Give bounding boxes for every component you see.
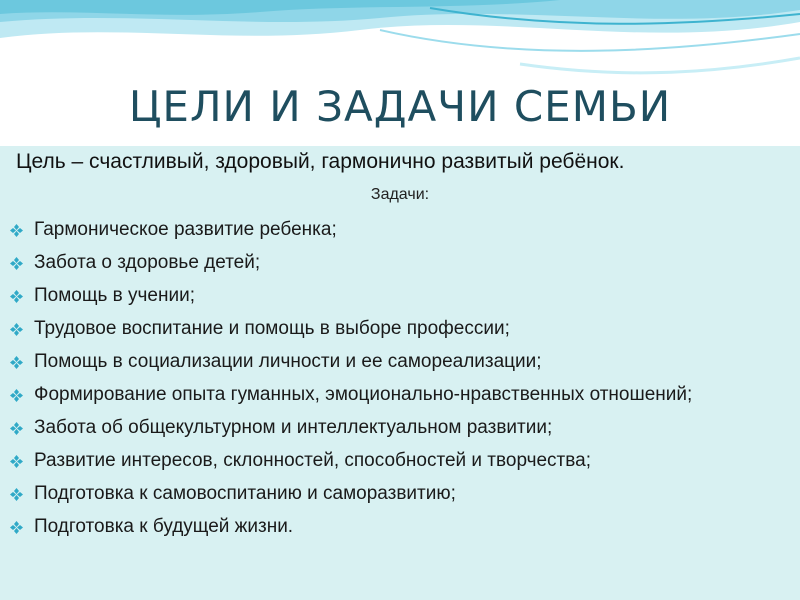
diamond-bullet-icon bbox=[10, 290, 23, 303]
task-list bbox=[6, 218, 792, 548]
diamond-bullet-icon bbox=[10, 521, 23, 534]
task-item bbox=[6, 515, 792, 538]
task-item bbox=[6, 251, 792, 274]
task-text: Трудовое воспитание и помощь в выборе профессии; bbox=[34, 318, 510, 339]
diamond-bullet-icon bbox=[10, 389, 23, 402]
task-item bbox=[6, 350, 792, 373]
task-text: Подготовка к самовоспитанию и саморазвитию; bbox=[34, 483, 456, 504]
task-item bbox=[6, 218, 792, 241]
task-text: Подготовка к будущей жизни. bbox=[34, 516, 294, 537]
task-text: Забота о здоровье детей; bbox=[34, 252, 261, 273]
task-item bbox=[6, 383, 792, 406]
diamond-bullet-icon bbox=[10, 422, 23, 435]
diamond-bullet-icon bbox=[10, 356, 23, 369]
task-text: Формирование опыта гуманных, эмоционально-нравственных отношений; bbox=[34, 384, 693, 405]
diamond-bullet-icon bbox=[10, 323, 23, 336]
tasks-label: Задачи: bbox=[370, 186, 430, 203]
task-item bbox=[6, 449, 792, 472]
task-text: Гармоническое развитие ребенка; bbox=[34, 219, 337, 240]
task-text: Помощь в социализации личности и ее самореализации; bbox=[34, 351, 542, 372]
goal-statement: Цель – счастливый, здоровый, гармонично развитый ребёнок. bbox=[16, 150, 625, 173]
diamond-bullet-icon bbox=[10, 488, 23, 501]
diamond-bullet-icon bbox=[10, 455, 23, 468]
task-text: Забота об общекультурном и интеллектуальном развитии; bbox=[34, 417, 553, 438]
task-item bbox=[6, 416, 792, 439]
slide-title: ЦЕЛИ И ЗАДАЧИ СЕМЬИ bbox=[128, 82, 672, 131]
task-item bbox=[6, 482, 792, 505]
task-item bbox=[6, 317, 792, 340]
task-item bbox=[6, 284, 792, 307]
task-text: Развитие интересов, склонностей, способностей и творчества; bbox=[34, 450, 591, 471]
diamond-bullet-icon bbox=[10, 257, 23, 270]
diamond-bullet-icon bbox=[10, 224, 23, 237]
task-text: Помощь в учении; bbox=[34, 285, 195, 306]
header-wave-decoration bbox=[0, 0, 800, 80]
